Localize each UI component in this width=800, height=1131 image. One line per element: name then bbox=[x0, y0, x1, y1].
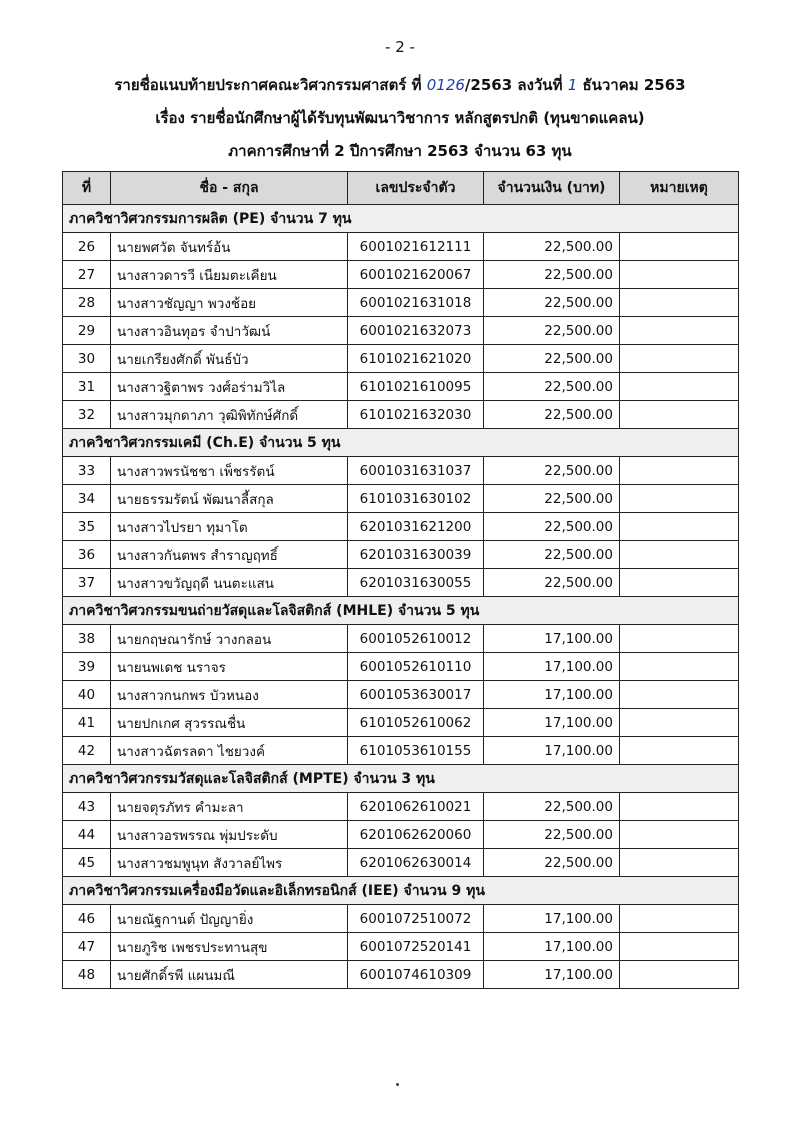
footer-mark bbox=[396, 1083, 399, 1086]
student-id: 6001052610110 bbox=[348, 653, 484, 681]
student-name: นางสาวฉัตรลดา ไชยวงค์ bbox=[111, 737, 348, 765]
student-name: นางสาวมุกดาภา วุฒิพิทักษ์ศักดิ์ bbox=[111, 401, 348, 429]
scholarship-amount: 22,500.00 bbox=[484, 457, 620, 485]
row-note bbox=[620, 821, 739, 849]
table-row bbox=[63, 345, 739, 373]
table-row bbox=[63, 793, 739, 821]
row-note bbox=[620, 485, 739, 513]
row-note bbox=[620, 737, 739, 765]
scholarship-amount: 17,100.00 bbox=[484, 625, 620, 653]
student-id: 6001053630017 bbox=[348, 681, 484, 709]
scholarship-amount: 22,500.00 bbox=[484, 569, 620, 597]
row-number: 47 bbox=[63, 933, 111, 961]
department-section-row bbox=[63, 597, 739, 625]
row-number: 34 bbox=[63, 485, 111, 513]
student-id: 6201031630055 bbox=[348, 569, 484, 597]
scholarship-amount: 17,100.00 bbox=[484, 905, 620, 933]
student-name: นายธรรมรัตน์ พัฒนาลี้สกุล bbox=[111, 485, 348, 513]
student-name: นางสาวอินทุอร จำปาวัฒน์ bbox=[111, 317, 348, 345]
row-note bbox=[620, 569, 739, 597]
table-row bbox=[63, 625, 739, 653]
scholarship-amount: 22,500.00 bbox=[484, 401, 620, 429]
department-section-row bbox=[63, 429, 739, 457]
row-number: 32 bbox=[63, 401, 111, 429]
column-header-number: ที่ bbox=[63, 172, 111, 205]
row-note bbox=[620, 401, 739, 429]
table-row bbox=[63, 905, 739, 933]
announcement-term: ภาคการศึกษาที่ 2 ปีการศึกษา 2563 จำนวน 63 ทุน bbox=[228, 142, 572, 160]
row-number: 35 bbox=[63, 513, 111, 541]
table-row bbox=[63, 709, 739, 737]
table-row bbox=[63, 233, 739, 261]
row-note bbox=[620, 681, 739, 709]
department-section-title: ภาควิชาวิศวกรรมขนถ่ายวัสดุและโลจิสติกส์ (MHLE) จำนวน 5 ทุน bbox=[63, 597, 739, 625]
title-prefix: รายชื่อแนบท้ายประกาศคณะวิศวกรรมศาสตร์ ที่ bbox=[114, 76, 422, 94]
student-id: 6101021632030 bbox=[348, 401, 484, 429]
row-number: 29 bbox=[63, 317, 111, 345]
student-id: 6001021612111 bbox=[348, 233, 484, 261]
scholarship-amount: 22,500.00 bbox=[484, 317, 620, 345]
table-row bbox=[63, 485, 739, 513]
row-number: 38 bbox=[63, 625, 111, 653]
row-number: 28 bbox=[63, 289, 111, 317]
student-id: 6201062620060 bbox=[348, 821, 484, 849]
student-name: นางสาวกันตพร สำราญฤทธิ์ bbox=[111, 541, 348, 569]
scholarship-amount: 22,500.00 bbox=[484, 289, 620, 317]
scholarship-amount: 22,500.00 bbox=[484, 849, 620, 877]
scholarship-table bbox=[62, 171, 739, 989]
row-note bbox=[620, 317, 739, 345]
row-number: 41 bbox=[63, 709, 111, 737]
row-number: 30 bbox=[63, 345, 111, 373]
row-note bbox=[620, 373, 739, 401]
table-header-row bbox=[63, 172, 739, 205]
scholarship-amount: 22,500.00 bbox=[484, 821, 620, 849]
row-note bbox=[620, 709, 739, 737]
scholarship-amount: 17,100.00 bbox=[484, 933, 620, 961]
scholarship-amount: 17,100.00 bbox=[484, 737, 620, 765]
student-name: นายปกเกศ สุวรรณชื่น bbox=[111, 709, 348, 737]
row-note bbox=[620, 345, 739, 373]
row-note bbox=[620, 653, 739, 681]
column-header-note: หมายเหตุ bbox=[620, 172, 739, 205]
row-number: 45 bbox=[63, 849, 111, 877]
row-note bbox=[620, 793, 739, 821]
student-name: นายภูริช เพชรประทานสุข bbox=[111, 933, 348, 961]
student-name: นางสาวชัญญา พวงช้อย bbox=[111, 289, 348, 317]
table-row bbox=[63, 681, 739, 709]
row-number: 42 bbox=[63, 737, 111, 765]
column-header-student-id: เลขประจำตัว bbox=[348, 172, 484, 205]
student-id: 6201031621200 bbox=[348, 513, 484, 541]
page-number: - 2 - bbox=[385, 38, 415, 56]
row-note bbox=[620, 625, 739, 653]
table-row bbox=[63, 961, 739, 989]
student-name: นายศักดิ์รพี แผนมณี bbox=[111, 961, 348, 989]
student-id: 6001074610309 bbox=[348, 961, 484, 989]
student-name: นางสาวฐิตาพร วงศ์อร่ามวิไล bbox=[111, 373, 348, 401]
row-number: 33 bbox=[63, 457, 111, 485]
table-row bbox=[63, 401, 739, 429]
table-row bbox=[63, 317, 739, 345]
row-number: 37 bbox=[63, 569, 111, 597]
student-name: นางสาวอรพรรณ พุ่มประดับ bbox=[111, 821, 348, 849]
row-number: 26 bbox=[63, 233, 111, 261]
row-note bbox=[620, 457, 739, 485]
table-row bbox=[63, 289, 739, 317]
student-id: 6001031631037 bbox=[348, 457, 484, 485]
student-name: นางสาวกนกพร บัวหนอง bbox=[111, 681, 348, 709]
student-name: นายนพเดช นราจร bbox=[111, 653, 348, 681]
announcement-subject: เรื่อง รายชื่อนักศึกษาผู้ได้รับทุนพัฒนาวิชาการ หลักสูตรปกติ (ทุนขาดแคลน) bbox=[155, 109, 645, 127]
scholarship-amount: 17,100.00 bbox=[484, 961, 620, 989]
table-row bbox=[63, 569, 739, 597]
student-name: นายณัฐกานต์ ปัญญายิ่ง bbox=[111, 905, 348, 933]
department-section-title: ภาควิชาวิศวกรรมการผลิต (PE) จำนวน 7 ทุน bbox=[63, 205, 739, 233]
student-name: นายจตุรภัทร คำมะลา bbox=[111, 793, 348, 821]
student-name: นายกฤษณารักษ์ วางกลอน bbox=[111, 625, 348, 653]
student-name: นางสาวขวัญฤดี นนตะแสน bbox=[111, 569, 348, 597]
scholarship-amount: 22,500.00 bbox=[484, 513, 620, 541]
row-number: 46 bbox=[63, 905, 111, 933]
department-section-row bbox=[63, 765, 739, 793]
row-note bbox=[620, 541, 739, 569]
row-number: 43 bbox=[63, 793, 111, 821]
row-number: 40 bbox=[63, 681, 111, 709]
student-id: 6201062610021 bbox=[348, 793, 484, 821]
student-id: 6201031630039 bbox=[348, 541, 484, 569]
table-row bbox=[63, 849, 739, 877]
title-middle: /2563 ลงวันที่ bbox=[464, 76, 563, 94]
row-note bbox=[620, 849, 739, 877]
row-number: 31 bbox=[63, 373, 111, 401]
student-id: 6001072520141 bbox=[348, 933, 484, 961]
department-section-title: ภาควิชาวิศวกรรมวัสดุและโลจิสติกส์ (MPTE) จำนวน 3 ทุน bbox=[63, 765, 739, 793]
row-number: 48 bbox=[63, 961, 111, 989]
scholarship-amount: 17,100.00 bbox=[484, 653, 620, 681]
department-section-title: ภาควิชาวิศวกรรมเคมี (Ch.E) จำนวน 5 ทุน bbox=[63, 429, 739, 457]
column-header-name: ชื่อ - สกุล bbox=[111, 172, 348, 205]
student-id: 6001021631018 bbox=[348, 289, 484, 317]
department-section-title: ภาควิชาวิศวกรรมเครื่องมือวัดและอิเล็กทรอนิกส์ (IEE) จำนวน 9 ทุน bbox=[63, 877, 739, 905]
table-row bbox=[63, 933, 739, 961]
scholarship-amount: 22,500.00 bbox=[484, 485, 620, 513]
table-row bbox=[63, 457, 739, 485]
row-note bbox=[620, 905, 739, 933]
row-number: 44 bbox=[63, 821, 111, 849]
student-id: 6201062630014 bbox=[348, 849, 484, 877]
scholarship-amount: 17,100.00 bbox=[484, 681, 620, 709]
scholarship-amount: 22,500.00 bbox=[484, 373, 620, 401]
department-section-row bbox=[63, 877, 739, 905]
table-row bbox=[63, 653, 739, 681]
row-note bbox=[620, 513, 739, 541]
student-name: นางสาวพรนัชชา เพ็ชรรัตน์ bbox=[111, 457, 348, 485]
student-id: 6001072510072 bbox=[348, 905, 484, 933]
column-header-amount: จำนวนเงิน (บาท) bbox=[484, 172, 620, 205]
scholarship-amount: 22,500.00 bbox=[484, 541, 620, 569]
announcement-title bbox=[0, 73, 800, 97]
student-id: 6001021620067 bbox=[348, 261, 484, 289]
table-row bbox=[63, 261, 739, 289]
row-note bbox=[620, 289, 739, 317]
student-name: นางสาวไปรยา ทุมาโต bbox=[111, 513, 348, 541]
student-name: นางสาวชมพูนุท สังวาลย์ไพร bbox=[111, 849, 348, 877]
scholarship-amount: 22,500.00 bbox=[484, 261, 620, 289]
handwritten-document-number: 0126 bbox=[426, 76, 465, 94]
table-row bbox=[63, 541, 739, 569]
row-note bbox=[620, 233, 739, 261]
student-id: 6101052610062 bbox=[348, 709, 484, 737]
table-row bbox=[63, 821, 739, 849]
student-id: 6101053610155 bbox=[348, 737, 484, 765]
student-id: 6101021621020 bbox=[348, 345, 484, 373]
student-id: 6101021610095 bbox=[348, 373, 484, 401]
student-id: 6101031630102 bbox=[348, 485, 484, 513]
table-body bbox=[63, 205, 739, 989]
department-section-row bbox=[63, 205, 739, 233]
student-name: นางสาวดารวี เนียมตะเคียน bbox=[111, 261, 348, 289]
row-number: 27 bbox=[63, 261, 111, 289]
scholarship-amount: 17,100.00 bbox=[484, 709, 620, 737]
table-row bbox=[63, 737, 739, 765]
scholarship-amount: 22,500.00 bbox=[484, 345, 620, 373]
student-id: 6001052610012 bbox=[348, 625, 484, 653]
student-name: นายเกรียงศักดิ์ พันธ์บัว bbox=[111, 345, 348, 373]
student-id: 6001021632073 bbox=[348, 317, 484, 345]
row-note bbox=[620, 261, 739, 289]
row-note bbox=[620, 933, 739, 961]
handwritten-day: 1 bbox=[567, 76, 578, 94]
student-name: นายพศวัต จันทร์อ้น bbox=[111, 233, 348, 261]
row-note bbox=[620, 961, 739, 989]
row-number: 39 bbox=[63, 653, 111, 681]
title-date: ธันวาคม 2563 bbox=[582, 76, 686, 94]
scholarship-amount: 22,500.00 bbox=[484, 793, 620, 821]
table-row bbox=[63, 373, 739, 401]
table-row bbox=[63, 513, 739, 541]
row-number: 36 bbox=[63, 541, 111, 569]
scholarship-amount: 22,500.00 bbox=[484, 233, 620, 261]
